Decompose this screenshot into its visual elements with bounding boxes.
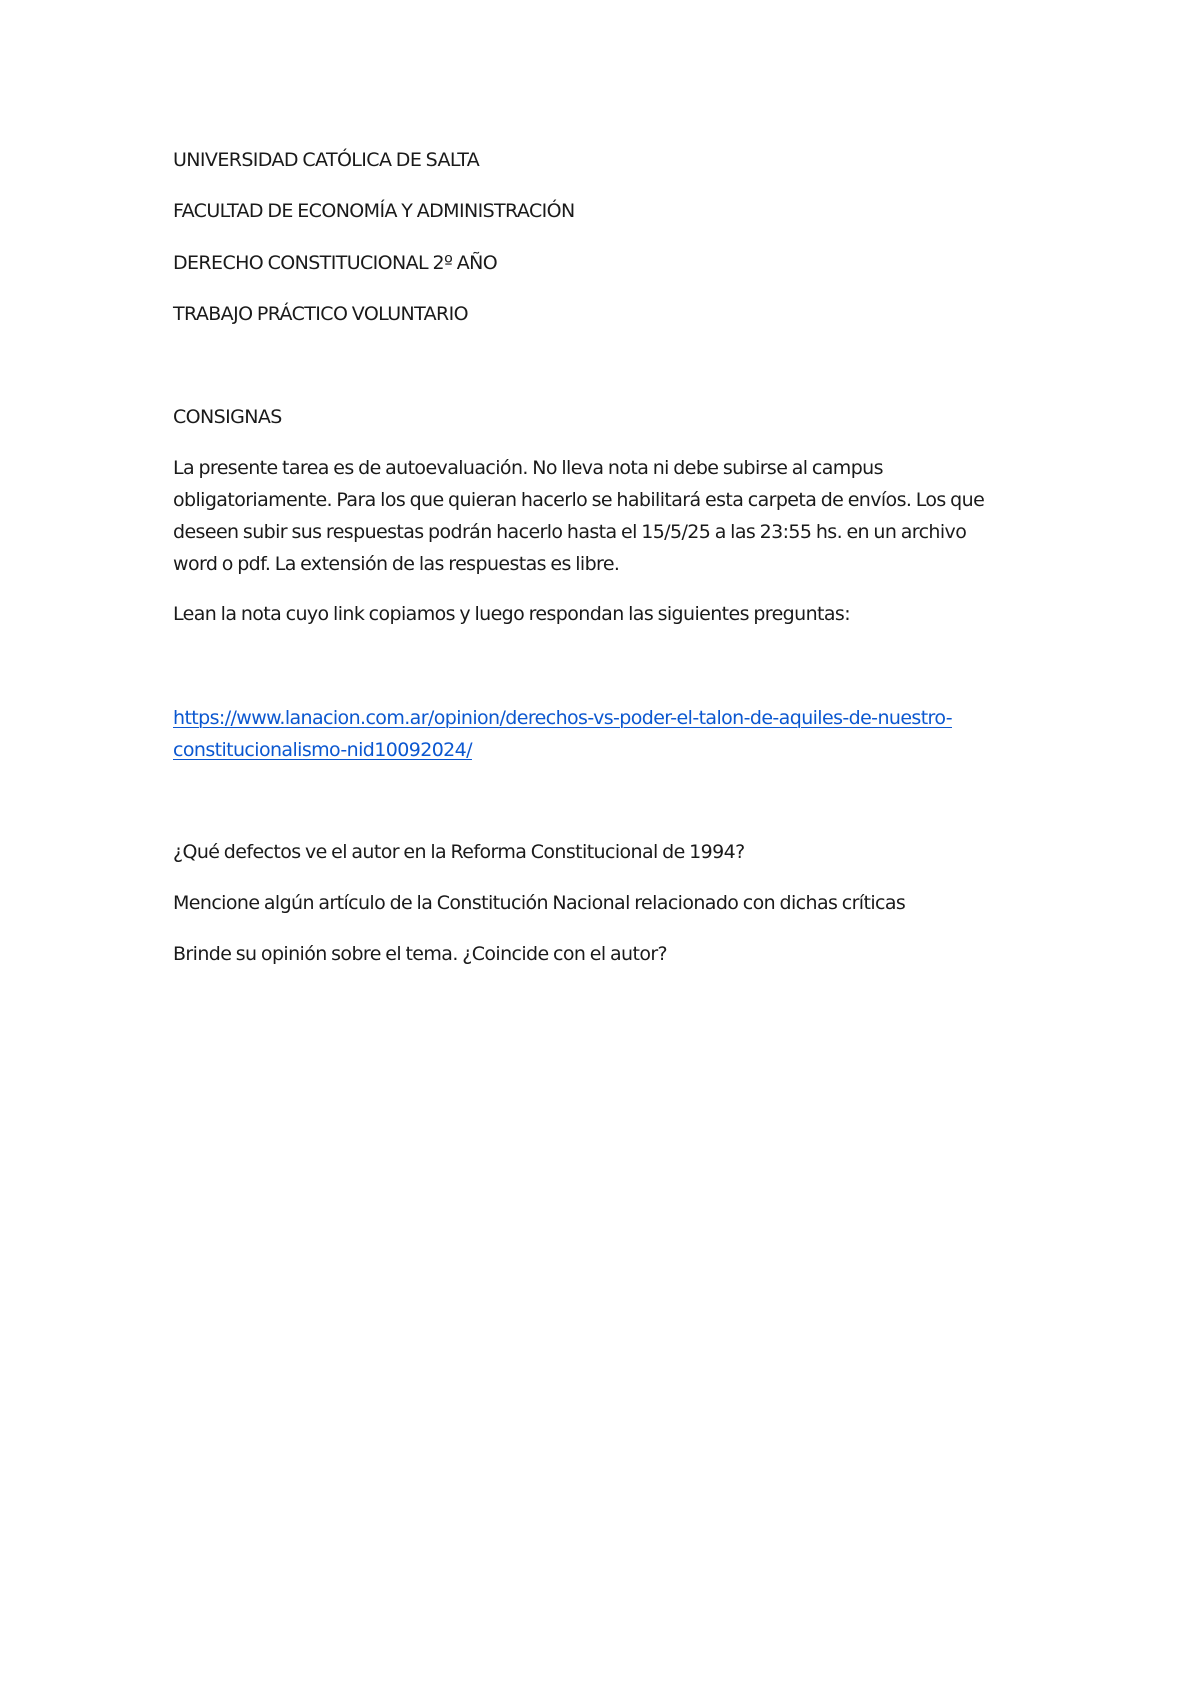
article-link-continuation[interactable] [173, 734, 472, 766]
university-name: UNIVERSIDAD CATÓLICA DE SALTA [173, 149, 480, 171]
question-1: ¿Qué defectos ve el autor en la Reforma Constitucional de 1994? [173, 841, 745, 863]
article-link-line-1: https://www.lanacion.com.ar/opinion/derechos-vs-poder-el-talon-de-aquiles-de-nuestro- [173, 707, 952, 729]
course-name: DERECHO CONSTITUCIONAL 2º AÑO [173, 252, 498, 274]
instructions-heading: CONSIGNAS [173, 406, 282, 428]
assignment-title: TRABAJO PRÁCTICO VOLUNTARIO [173, 303, 469, 325]
instructions-lead-in: Lean la nota cuyo link copiamos y luego respondan las siguientes preguntas: [173, 603, 851, 625]
article-link[interactable] [173, 702, 952, 734]
instructions-paragraph: La presente tarea es de autoevaluación. No lleva nota ni debe subirse al campus obligatoriamente. Para los que quieran hacerlo se habilitará esta carpeta de envíos. Los que deseen subir sus respuestas podrán hacerlo hasta el 15/5/25 a las 23:55 hs. en un archivo word o pdf. La extensión de las respuestas es libre. [173, 457, 985, 575]
article-link-line-2: constitucionalismo-nid10092024/ [173, 739, 472, 761]
question-3: Brinde su opinión sobre el tema. ¿Coincide con el autor? [173, 943, 668, 965]
faculty-name: FACULTAD DE ECONOMÍA Y ADMINISTRACIÓN [173, 200, 575, 222]
question-2: Mencione algún artículo de la Constitución Nacional relacionado con dichas críticas [173, 892, 906, 914]
